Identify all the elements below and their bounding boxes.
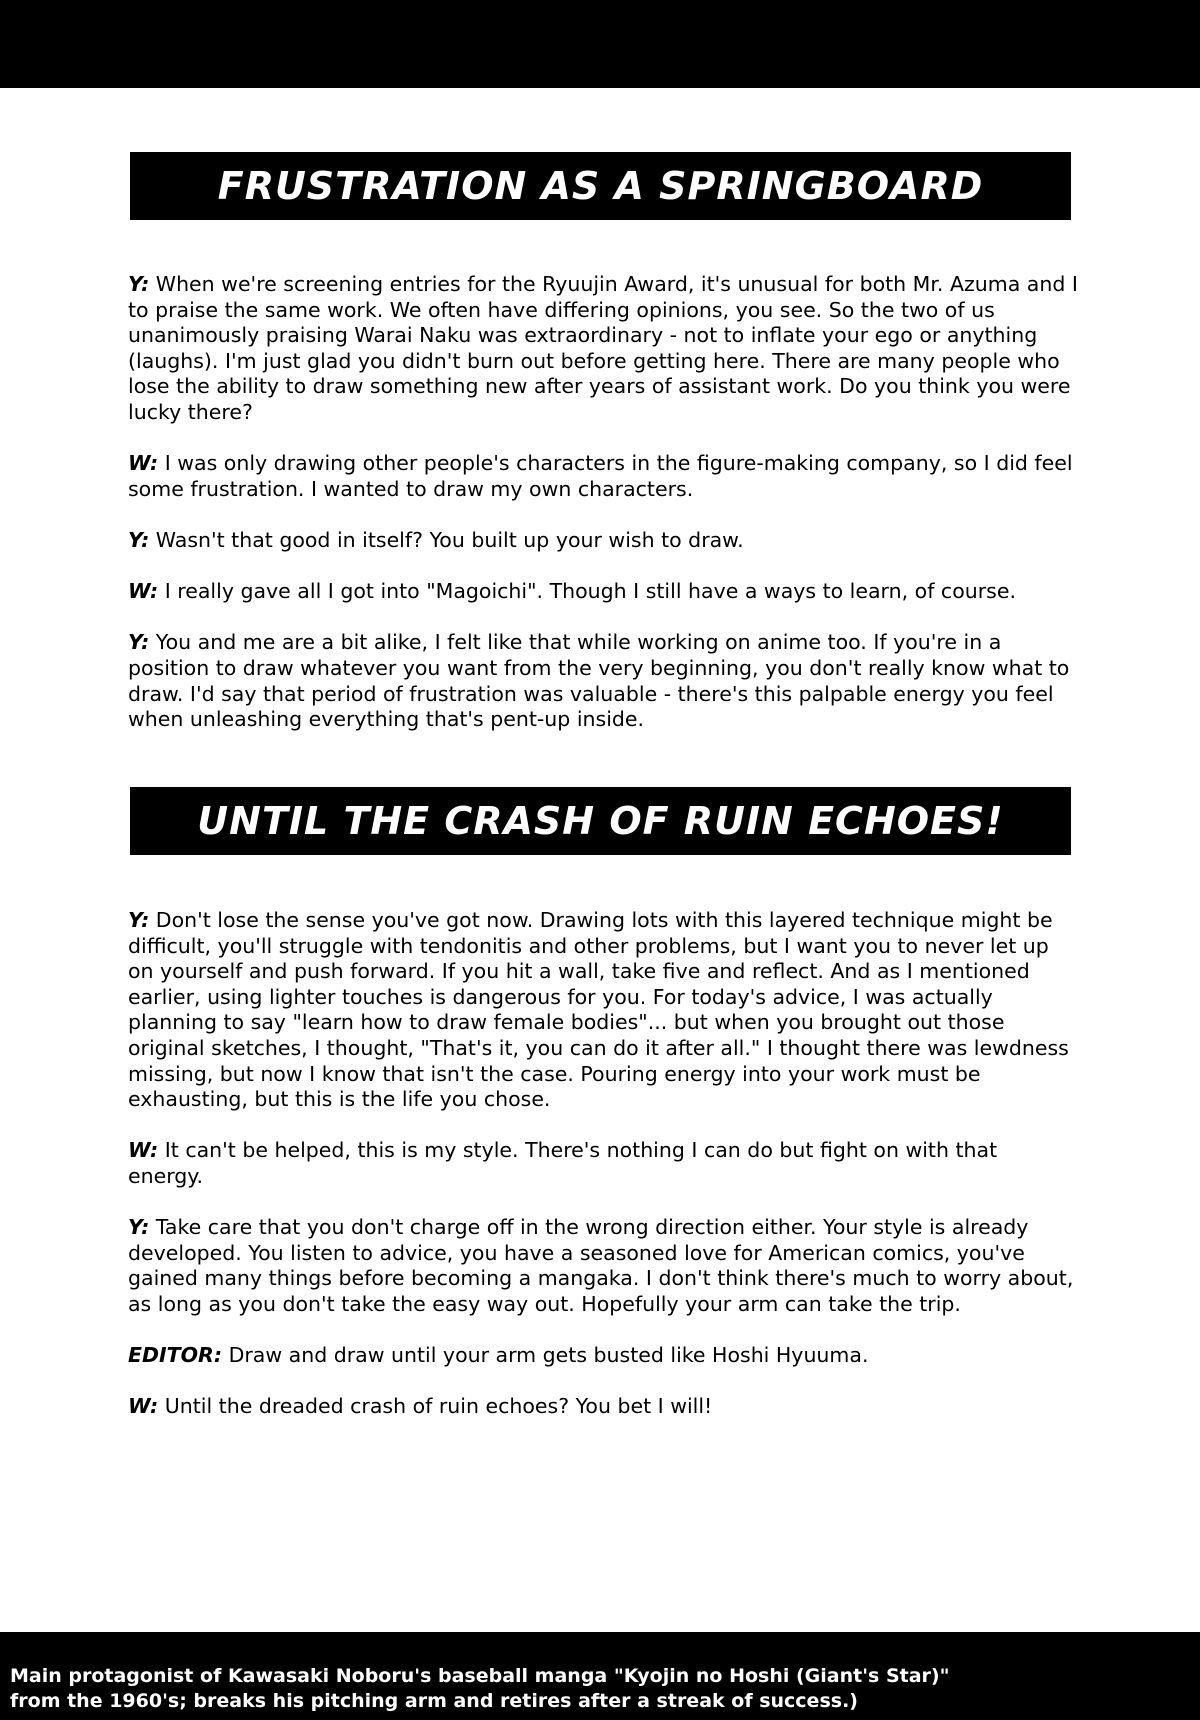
interview-paragraph xyxy=(128,1215,1078,1317)
interview-paragraph xyxy=(128,1343,1078,1369)
speaker-label: Y: xyxy=(128,527,150,552)
speaker-label: Y: xyxy=(128,908,150,932)
section-body-crash-of-ruin xyxy=(128,908,1078,1445)
footnote-line: from the 1960's; breaks his pitching arm and retires after a streak of success.) xyxy=(10,1690,858,1712)
speaker-label: W: xyxy=(128,1138,159,1163)
interview-paragraph xyxy=(128,579,1078,605)
interview-paragraph xyxy=(128,1138,1078,1189)
footnote xyxy=(10,1664,1190,1714)
speaker-label: W: xyxy=(128,1394,159,1419)
paragraph-text: You and me are a bit alike, I felt like that while working on anime too. If you're in a position to draw whatever you want from the very beginning, you don't really know what to draw. I'd say that period of frustration was valuable - there's this palpable energy you feel when unleashing everything that's pent-up inside. xyxy=(128,630,1070,732)
section-heading-crash-of-ruin: UNTIL THE CRASH OF RUIN ECHOES! xyxy=(130,787,1071,855)
paragraph-text: Don't lose the sense you've got now. Drawing lots with this layered technique might be difficult, you'll struggle with tendonitis and other problems, but I want you to never let up on yourself and push forward. If you hit a wall, take five and reflect. And as I mentioned earlier, using lighter touches is dangerous for you. For today's advice, I was actually planning to say "learn how to draw female bodies"... but when you brought out those original sketches, I thought, "That's it, you can do it after all." I thought there was lewdness missing, but now I know that isn't the case. Pouring energy into your work must be exhausting, but this is the life you chose. xyxy=(128,908,1069,1112)
paragraph-text: I was only drawing other people's characters in the figure-making company, so I did feel some frustration. I wanted to draw my own characters. xyxy=(128,451,1073,501)
paragraph-text: Wasn't that good in itself? You built up your wish to draw. xyxy=(155,527,744,552)
interview-paragraph xyxy=(128,630,1078,732)
section-body-frustration xyxy=(128,272,1078,758)
speaker-label: EDITOR: xyxy=(128,1343,223,1368)
paragraph-text: Until the dreaded crash of ruin echoes? You bet I will! xyxy=(164,1394,713,1419)
speaker-label: W: xyxy=(128,579,159,604)
paragraph-text: When we're screening entries for the Ryuujin Award, it's unusual for both Mr. Azuma and I to praise the same work. We often have differing opinions, you see. So the two of us unanimously praising Warai Naku was extraordinary - not to inflate your ego or anything (laughs). I'm just glad you didn't burn out before getting here. There are many people who lose the ability to draw something new after years of assistant work. Do you think you were lucky there? xyxy=(128,272,1078,424)
interview-paragraph xyxy=(128,528,1078,554)
speaker-label: Y: xyxy=(128,1215,150,1240)
paragraph-text: Draw and draw until your arm gets busted like Hoshi Hyuuma. xyxy=(228,1343,869,1368)
footnote-line: Main protagonist of Kawasaki Noboru's baseball manga "Kyojin no Hoshi (Giant's Star)" xyxy=(10,1665,950,1687)
interview-paragraph xyxy=(128,272,1078,426)
speaker-label: W: xyxy=(128,451,159,476)
speaker-label: Y: xyxy=(128,630,150,655)
interview-paragraph xyxy=(128,908,1078,1113)
paragraph-text: Take care that you don't charge off in the wrong direction either. Your style is already developed. You listen to advice, you have a seasoned love for American comics, you've gained many things before becoming a mangaka. I don't think there's much to worry about, as long as you don't take the easy way out. Hopefully your arm can take the trip. xyxy=(128,1215,1074,1316)
top-black-band xyxy=(0,0,1200,88)
paragraph-text: It can't be helped, this is my style. There's nothing I can do but fight on with that energy. xyxy=(128,1138,998,1188)
paragraph-text: I really gave all I got into "Magoichi". Though I still have a ways to learn, of course. xyxy=(164,579,1016,604)
interview-paragraph xyxy=(128,451,1078,502)
section-heading-frustration: FRUSTRATION AS A SPRINGBOARD xyxy=(130,152,1071,220)
speaker-label: Y: xyxy=(128,272,150,296)
interview-paragraph xyxy=(128,1394,1078,1420)
